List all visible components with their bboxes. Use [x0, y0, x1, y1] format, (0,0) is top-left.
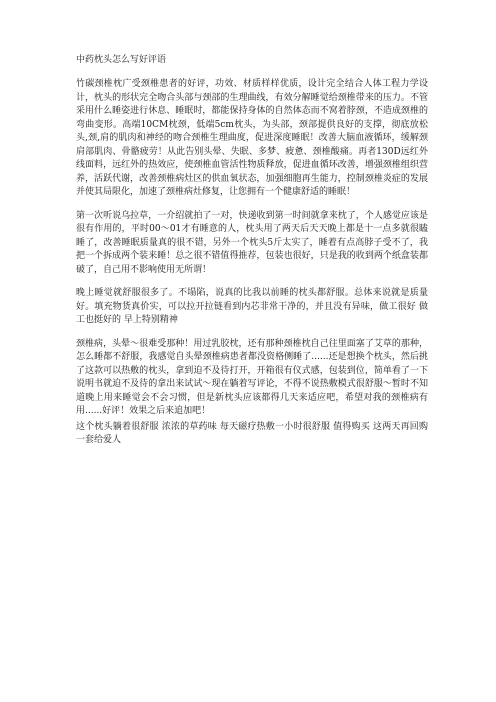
- review-paragraph-bamboo-charcoal-pillow: 竹碳颈椎枕广受颈椎患者的好评，功效、材质样样优质，设计完全结合人体工程力学设计，枕头的形状完全吻合头部与颈部的生理曲线，有效分解睡觉给颈椎带来的压力。不管采用什么睡姿进行休息、睡眠时，都能保持身体的自然体态而不窝着脖颈，不造成颈椎的弯曲变形。高端10CM枕颈，低端5cm枕头，为头部，颈部提供良好的支撑，彻底放松头,颈,肩的肌肉和神经的吻合颈椎生理曲度，促进深度睡眠！改善大脑血液循环，缓解颈肩部肌肉、骨骼疲劳！从此告别头晕、失眠、多梦、疲惫、颈椎酸痛。再者130D远红外线面料，远红外的热效应，使颈椎血管活性物质释放，促进血循环改善，增强颈椎组织营养，活跃代谢，改善颈椎病灶区的供血氧状态，加强细胞再生能力，控制颈椎炎症的发展并使其局限化，加速了颈椎病灶修复，让您拥有一个健康舒适的睡眠！: [76, 79, 428, 197]
- review-paragraph-cervical-spondylosis: 颈椎病，头晕～很难受那种！用过乳胶枕，还有那种颈椎枕自己往里面塞了艾草的那种，怎么睡都不舒服，我感觉自头晕颈椎病患者都没资格侧睡了......还是想换个枕头，然后挑了这款可以热敷的枕头，拿到迫不及待打开，开箱很有仪式感，包装到位，简单看了一下说明书就迫不及待的拿出来试试～现在躺着写评论，不得不说热敷模式很舒服～暂时不知道晚上用来睡觉会不会习惯，但是新枕头应该都得几天来适应吧，希望对我的颈椎病有用......好评！效果之后来追加吧！: [76, 338, 428, 416]
- review-paragraph-herbal-scent: 这个枕头躺着很舒服 浓浓的草药味 每天磁疗热敷一小时很舒服 值得购买 这两天再回购一套给爱人: [76, 421, 428, 445]
- document-page: [76, 54, 428, 448]
- review-paragraph-wula-grass: 第一次听说乌拉草，一介绍就拍了一对，快递收到第一时间就拿来枕了，个人感觉应该是很有作用的，平时00～01才有睡意的人，枕头用了两天后天天晚上都是十一点多就很瞌睡了，改善睡眠质量真的很不错，另外一个枕头5斤太实了，睡着有点高脖子受不了，我把一个拆成两个装来睡！总之很不错值得推荐，包装也很好，只是我的收到两个纸盒装都破了，自己用不影响使用无所谓！: [76, 210, 428, 275]
- document-title: 中药枕头怎么写好评语: [76, 55, 167, 65]
- review-paragraph-comfort: 晚上睡觉就舒服很多了。不塌陷，说真的比我以前睡的枕头都舒服。总体来说就是质量好。填充物货真价实，可以拉开拉链看到内芯非常干净的，并且没有异味，做工很好 做工也挺好的 早上特别精神: [76, 288, 428, 325]
